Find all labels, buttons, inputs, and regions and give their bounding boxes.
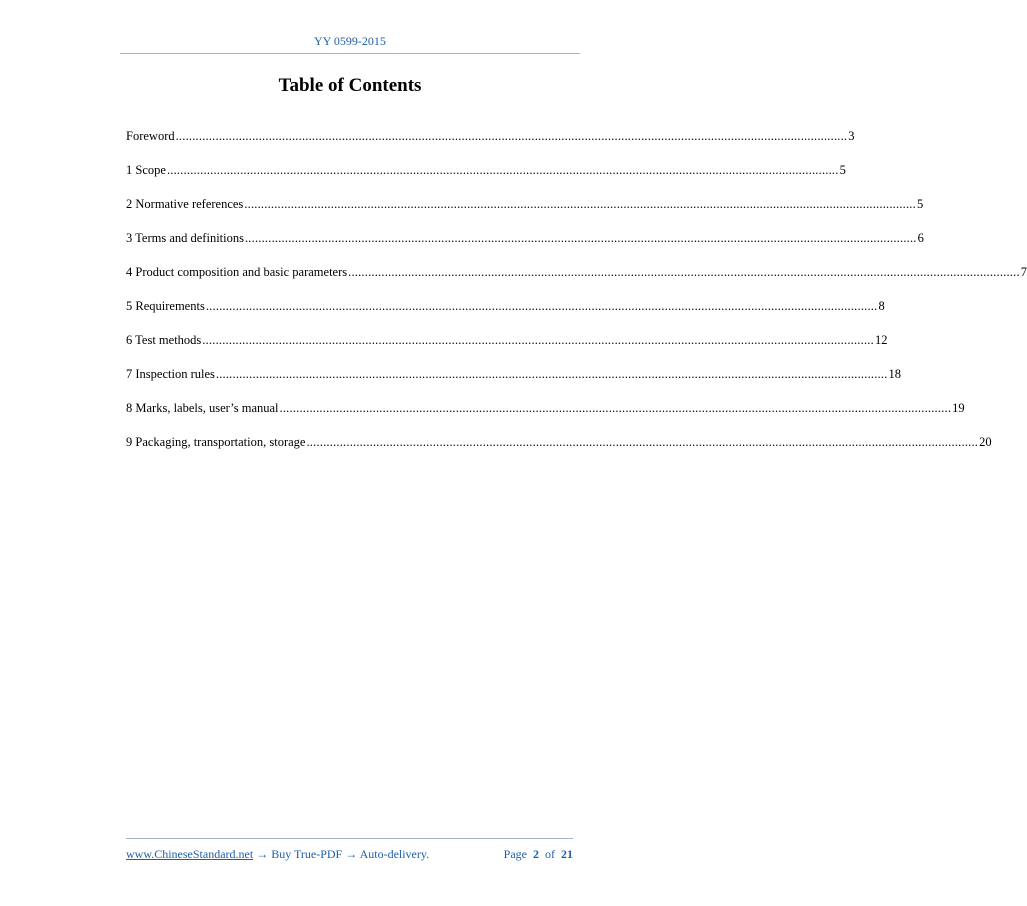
toc-entry-label: 9 Packaging, transportation, storage: [126, 435, 306, 449]
toc-entry[interactable]: [126, 296, 885, 330]
toc-entry-page: 6: [917, 231, 924, 245]
toc-entry[interactable]: [126, 126, 855, 160]
toc-entry-page: 5: [839, 163, 846, 177]
toc-leader-dots: ..........................................................................................................................................................................................................: [348, 265, 1020, 279]
toc-entry-page: 3: [848, 129, 855, 143]
toc-leader-dots: ..........................................................................................................................................................................................................: [175, 129, 848, 143]
toc-entry-page: 7: [1020, 265, 1027, 279]
page-total: 21: [561, 847, 573, 861]
toc-entry[interactable]: [126, 364, 902, 398]
toc-leader-dots: ..........................................................................................................................................................................................................: [244, 197, 916, 211]
toc-leader-dots: ..........................................................................................................................................................................................................: [279, 401, 952, 415]
toc-entry[interactable]: [126, 228, 924, 262]
toc-entry-page: 12: [874, 333, 888, 347]
of-label: of: [545, 847, 555, 861]
toc-entry-label: 5 Requirements: [126, 299, 205, 313]
toc-entry-label: 6 Test methods: [126, 333, 202, 347]
toc-entry-page: 5: [916, 197, 924, 211]
toc-entry-label: 1 Scope: [126, 163, 166, 177]
toc-leader-dots: ..........................................................................................................................................................................................................: [215, 367, 888, 381]
toc-entry[interactable]: [126, 398, 965, 432]
header-divider: [120, 53, 580, 54]
toc-leader-dots: ..........................................................................................................................................................................................................: [244, 231, 917, 245]
running-header: YY 0599-2015: [314, 34, 386, 48]
toc-entry-label: Foreword: [126, 129, 175, 143]
toc-entry[interactable]: [126, 194, 924, 228]
toc-entry[interactable]: [126, 160, 846, 194]
footer-divider: [126, 838, 573, 839]
toc-entry-page: 19: [952, 401, 965, 415]
toc-leader-dots: ..........................................................................................................................................................................................................: [205, 299, 878, 313]
page-indicator: [504, 847, 573, 862]
toc-leader-dots: ..........................................................................................................................................................................................................: [166, 163, 839, 177]
toc-entry-label: 8 Marks, labels, user’s manual: [126, 401, 279, 415]
toc-leader-dots: ..........................................................................................................................................................................................................: [202, 333, 874, 347]
toc-entry-label: 7 Inspection rules: [126, 367, 215, 381]
footer-promo: [126, 847, 429, 862]
toc-entry-page: 18: [888, 367, 902, 381]
page-footer: [126, 847, 573, 862]
toc-entry[interactable]: [126, 330, 888, 364]
site-link[interactable]: www.ChineseStandard.net: [126, 847, 254, 861]
page-label: Page: [503, 847, 527, 861]
toc-entry[interactable]: [126, 262, 1027, 296]
toc-entry-label: 2 Normative references: [126, 197, 244, 211]
table-of-contents: [126, 126, 1027, 466]
toc-entry-page: 8: [878, 299, 885, 313]
page-number: 2: [533, 847, 539, 861]
page-title: Table of Contents: [278, 75, 422, 96]
toc-entry-label: 4 Product composition and basic parameters: [126, 265, 348, 279]
footer-tagline: → Buy True-PDF → Auto-delivery.: [253, 847, 430, 861]
toc-entry-page: 20: [979, 435, 992, 449]
toc-entry[interactable]: [126, 432, 992, 466]
toc-entry-label: 3 Terms and definitions: [126, 231, 244, 245]
toc-leader-dots: ..........................................................................................................................................................................................................: [306, 435, 979, 449]
